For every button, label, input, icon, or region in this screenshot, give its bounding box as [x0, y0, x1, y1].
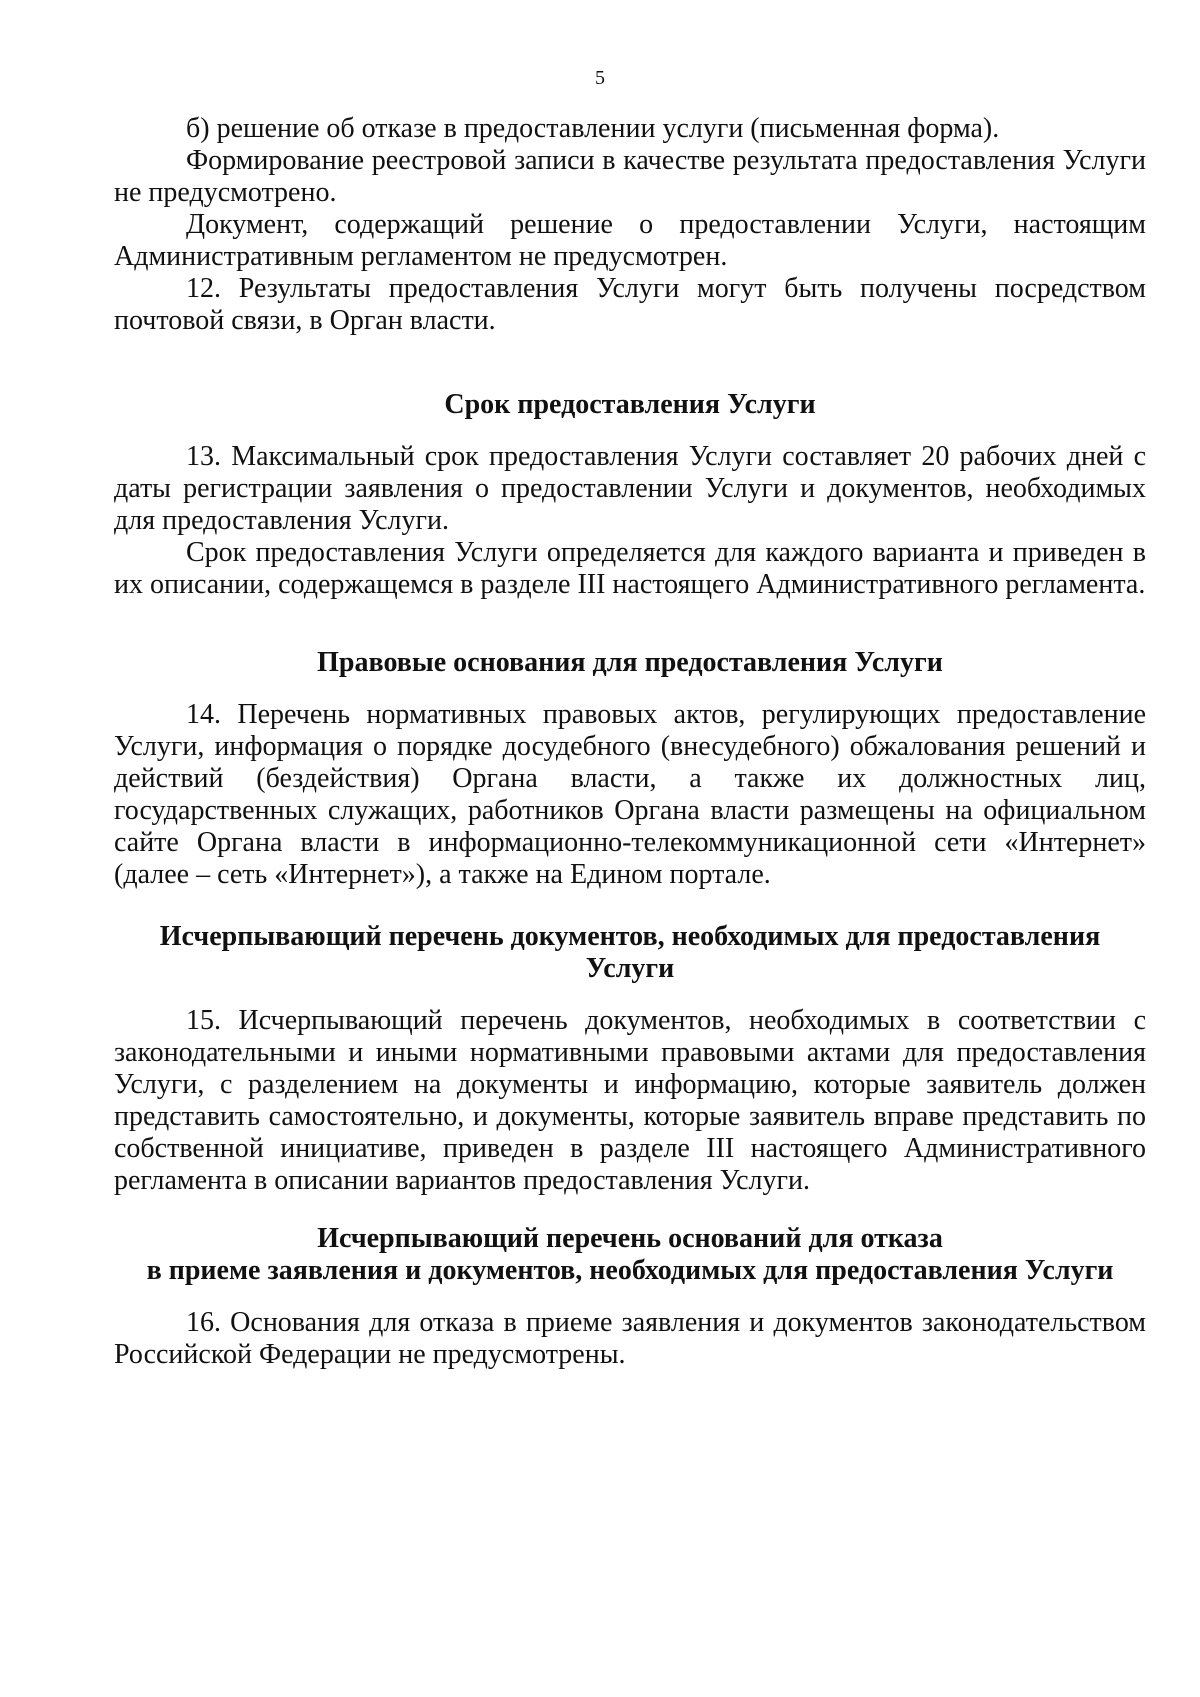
paragraph-item-14: 14. Перечень нормативных правовых актов, регулирующих предоставление Услуги, информация о порядке досудебного (внесудебного) обжалования решений и действий (бездействия) Органа власти, а также их должностных лиц, государственных служащих, работников Органа власти размещены на официальном сайте Органа власти в информационно-телекоммуникационной сети «Интернет» (далее – сеть «Интернет»), а также на Едином портале.: [114, 699, 1146, 890]
paragraph-registry-record: Формирование реестровой записи в качестве результата предоставления Услуги не предусмотрено.: [114, 145, 1146, 208]
paragraph-term-variants: Срок предоставления Услуги определяется для каждого варианта и приведен в их описании, содержащемся в разделе III настоящего Административного регламента.: [114, 537, 1146, 600]
document-body: [114, 113, 1146, 1371]
page-number: 5: [595, 67, 605, 89]
heading-documents-line-2: Услуги: [585, 953, 675, 984]
heading-documents-list: [114, 921, 1146, 985]
paragraph-decision-document: Документ, содержащий решение о предоставлении Услуги, настоящим Административным регламентом не предусмотрен.: [114, 209, 1146, 272]
heading-legal-basis: Правовые основания для предоставления Услуги: [317, 647, 943, 678]
section-intro: [114, 113, 1146, 337]
heading-documents-line-1: Исчерпывающий перечень документов, необходимых для предоставления: [159, 921, 1101, 952]
heading-term: Срок предоставления Услуги: [444, 389, 816, 420]
paragraph-item-16: 16. Основания для отказа в приеме заявления и документов законодательством Российской Федерации не предусмотрены.: [114, 1307, 1146, 1370]
paragraph-refusal-decision: б) решение об отказе в предоставлении услуги (письменная форма).: [186, 113, 1000, 144]
paragraph-item-13: 13. Максимальный срок предоставления Услуги составляет 20 рабочих дней с даты регистрации заявления о предоставлении Услуги и документов, необходимых для предоставления Услуги.: [114, 441, 1146, 536]
section-legal: [114, 647, 1146, 891]
heading-refusal-grounds: [114, 1223, 1146, 1287]
heading-refusal-line-2: в приеме заявления и документов, необходимых для предоставления Услуги: [146, 1255, 1114, 1286]
section-term: [114, 389, 1146, 601]
paragraph-item-12: 12. Результаты предоставления Услуги могут быть получены посредством почтовой связи, в Орган власти.: [114, 273, 1146, 336]
heading-refusal-line-1: Исчерпывающий перечень оснований для отказа: [317, 1223, 943, 1254]
paragraph-item-15: 15. Исчерпывающий перечень документов, необходимых в соответствии с законодательными и иными нормативными правовыми актами для предоставления Услуги, с разделением на документы и информацию, которые заявитель должен представить самостоятельно, и документы, которые заявитель вправе представить по собственной инициативе, приведен в разделе III настоящего Административного регламента в описании вариантов предоставления Услуги.: [114, 1005, 1146, 1196]
section-documents: [114, 921, 1146, 1197]
section-refusal: [114, 1223, 1146, 1371]
